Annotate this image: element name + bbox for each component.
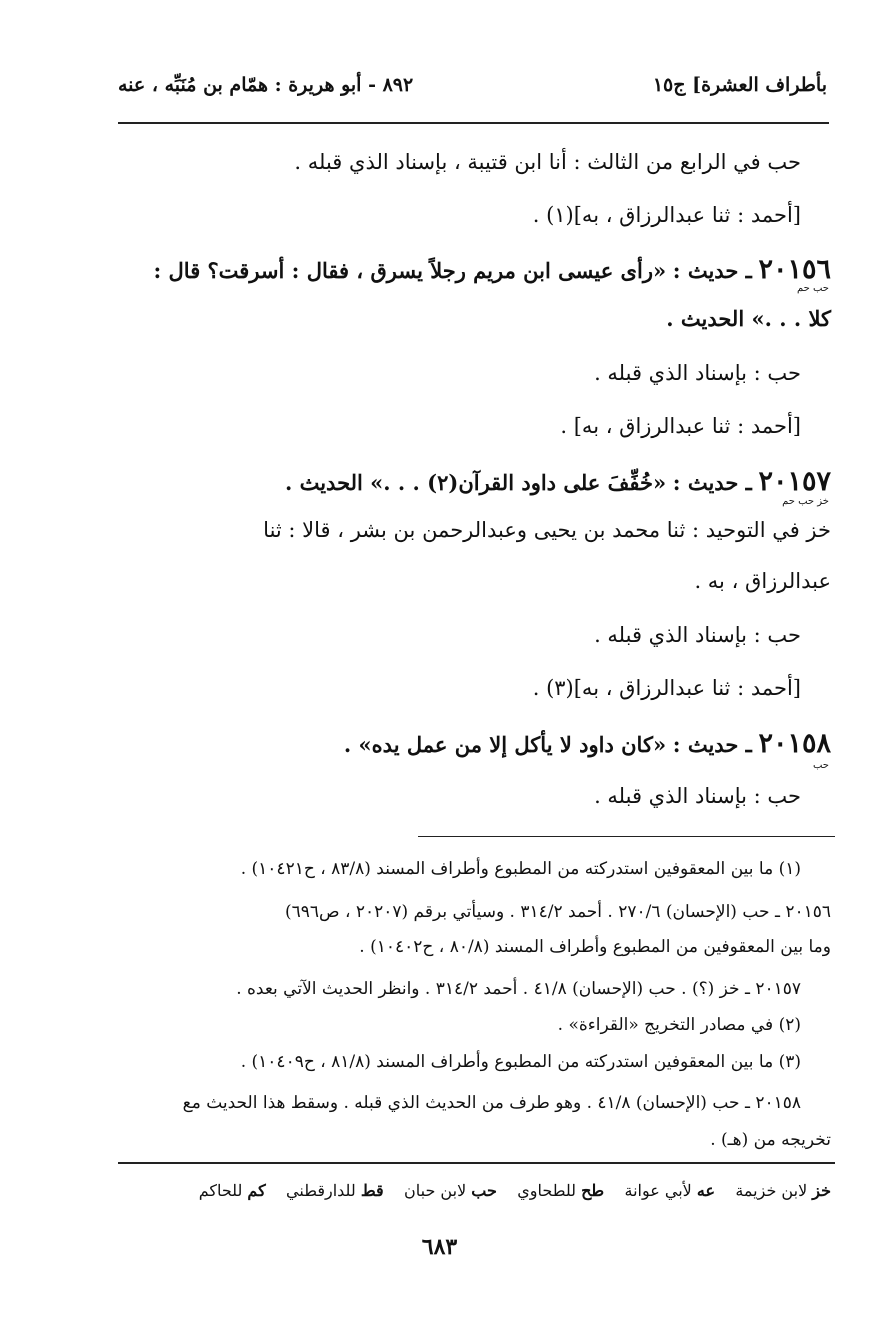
hadith-number: ٢٠١٥٦ — [758, 254, 831, 285]
hadith-label: حديث : — [672, 732, 739, 757]
text-line: حب : بإسناد الذي قبله . — [594, 784, 801, 808]
running-header-right: بأطراف العشرة] ج١٥ — [652, 74, 827, 96]
footnote-line: ٢٠١٥٨ ـ حب (الإحسان) ٤١/٨ . وهو طرف من الحديث الذي قبله . وسقط هذا الحديث مع — [182, 1093, 801, 1113]
hadith-sigla: حب حم — [796, 283, 829, 294]
hadith-text: «كان داود لا يأكل إلا من عمل يده» . — [343, 732, 667, 757]
abbreviation-rule — [118, 1162, 835, 1164]
hadith-entry: ٢٠١٥٦ ـ حديث : «رأى عيسى ابن مريم رجلاً يسرق ، فقال : أسرقت؟ قال : — [153, 254, 831, 285]
running-header-left: ٨٩٢ - أبو هريرة : همّام بن مُنَبِّه ، عنه — [118, 74, 414, 96]
text-line: [أحمد : ثنا عبدالرزاق ، به] . — [560, 414, 801, 438]
footnote-line: ٢٠١٥٦ ـ حب (الإحسان) ٢٧٠/٦ . أحمد ٣١٤/٢ . وسيأتي برقم (٢٠٢٠٧ ، ص٦٩٦) — [284, 902, 831, 922]
abbreviation-item: قط للدارقطني — [286, 1181, 384, 1200]
page-number: ٦٨٣ — [421, 1234, 458, 1260]
hadith-entry: ٢٠١٥٨ ـ حديث : «كان داود لا يأكل إلا من عمل يده» . — [343, 728, 831, 759]
hadith-label: حديث : — [672, 470, 739, 495]
hadith-number: ٢٠١٥٨ — [758, 728, 831, 759]
abbreviation-item: عه لأبي عوانة — [624, 1181, 715, 1200]
footnote-line: وما بين المعقوفين من المطبوع وأطراف المسند (٨٠/٨ ، ح١٠٤٠٢) . — [359, 937, 831, 957]
hadith-sigla: حب — [812, 760, 829, 771]
text-line: [أحمد : ثنا عبدالرزاق ، به](١) . — [532, 203, 801, 227]
abbreviation-item: طح للطحاوي — [517, 1181, 605, 1200]
hadith-continuation: كلا . . .» الحديث . — [666, 306, 831, 331]
text-line: حب : بإسناد الذي قبله . — [594, 623, 801, 647]
text-line: حب : بإسناد الذي قبله . — [594, 361, 801, 385]
text-line: عبدالرزاق ، به . — [694, 569, 831, 593]
footnote-line: تخريجه من (هـ) . — [710, 1130, 831, 1150]
abbreviation-item: كم للحاكم — [198, 1181, 266, 1200]
abbreviation-key — [199, 1181, 831, 1200]
hadith-text: «خُفِّفَ على داود القرآن(٢) . . .» الحديث . — [284, 470, 667, 495]
text-line: حب في الرابع من الثالث : أنا ابن قتيبة ، بإسناد الذي قبله . — [294, 150, 801, 174]
footnote-line: (٣) ما بين المعقوفين استدركته من المطبوع وأطراف المسند (٨١/٨ ، ح١٠٤٠٩) . — [240, 1052, 801, 1072]
abbreviation-item: حب لابن حبان — [404, 1181, 497, 1200]
hadith-sigla: خز حب حم — [782, 496, 829, 507]
footnote-line: (١) ما بين المعقوفين استدركته من المطبوع وأطراف المسند (٨٣/٨ ، ح١٠٤٢١) . — [240, 859, 801, 879]
abbreviation-item: خز لابن خزيمة — [735, 1181, 831, 1200]
text-line: [أحمد : ثنا عبدالرزاق ، به](٣) . — [532, 676, 801, 700]
hadith-entry: ٢٠١٥٧ ـ حديث : «خُفِّفَ على داود القرآن(٢) . . .» الحديث . — [284, 466, 831, 497]
hadith-text: «رأى عيسى ابن مريم رجلاً يسرق ، فقال : أسرقت؟ قال : — [153, 258, 667, 283]
footnote-line: ٢٠١٥٧ ـ خز (؟) . حب (الإحسان) ٤١/٨ . أحمد ٣١٤/٢ . وانظر الحديث الآتي بعده . — [236, 979, 801, 999]
header-rule — [118, 122, 829, 124]
hadith-label: حديث : — [672, 258, 739, 283]
hadith-number: ٢٠١٥٧ — [758, 466, 831, 497]
footnote-line: (٢) في مصادر التخريج «القراءة» . — [557, 1015, 801, 1035]
text-line: خز في التوحيد : ثنا محمد بن يحيى وعبدالرحمن بن بشر ، قالا : ثنا — [263, 518, 831, 542]
footnote-separator — [418, 836, 835, 837]
